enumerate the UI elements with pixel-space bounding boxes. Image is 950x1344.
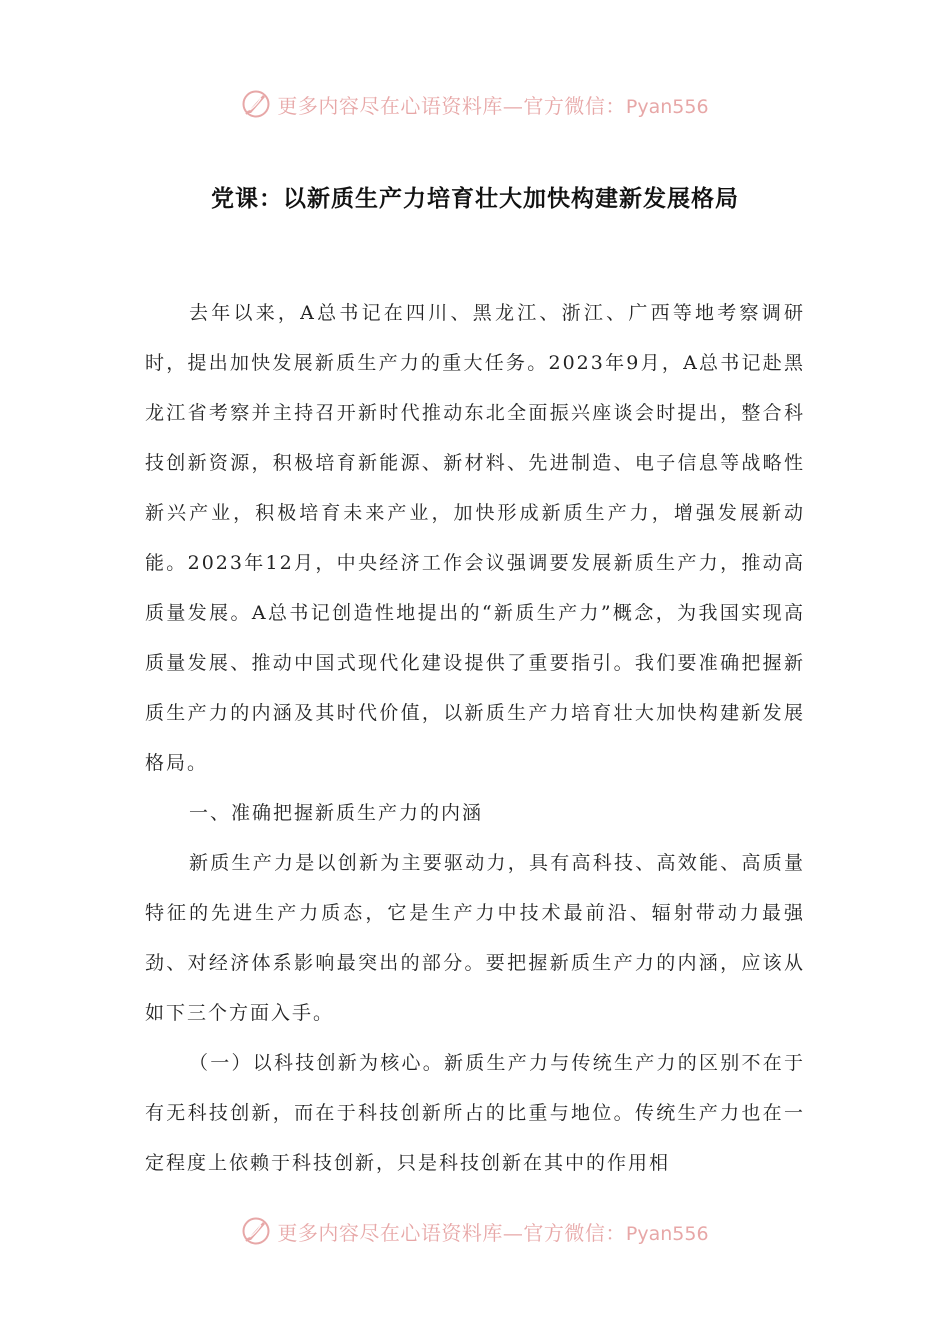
quill-pen-logo-icon [241, 1216, 271, 1246]
paragraph-definition: 新质生产力是以创新为主要驱动力，具有高科技、高效能、高质量特征的先进生产力质态，它是生产力中技术最前沿、辐射带动力最强劲、对经济体系影响最突出的部分。要把握新质生产力的内涵，应该从如下三个方面入手。 [145, 852, 805, 1024]
header-watermark [0, 84, 950, 124]
watermark-text: 更多内容尽在心语资料库—官方微信：Pyan556 [277, 93, 709, 118]
document-title: 党课：以新质生产力培育壮大加快构建新发展格局 [211, 186, 739, 212]
watermark-wechat-id: Pyan556 [625, 95, 709, 118]
document-body [145, 288, 805, 1188]
section-heading-1: 一、准确把握新质生产力的内涵 [189, 802, 484, 824]
watermark-text: 更多内容尽在心语资料库—官方微信：Pyan556 [277, 1220, 709, 1245]
quill-pen-logo-icon [241, 89, 271, 119]
footer-watermark [0, 1211, 950, 1251]
paragraph-intro: 去年以来，A总书记在四川、黑龙江、浙江、广西等地考察调研时，提出加快发展新质生产力的重大任务。2023年9月，A总书记赴黑龙江省考察并主持召开新时代推动东北全面振兴座谈会时提出，整合科技创新资源，积极培育新能源、新材料、先进制造、电子信息等战略性新兴产业，积极培育未来产业，加快形成新质生产力，增强发展新动能。2023年12月，中央经济工作会议强调要发展新质生产力，推动高质量发展。A总书记创造性地提出的“新质生产力”概念，为我国实现高质量发展、推动中国式现代化建设提供了重要指引。我们要准确把握新质生产力的内涵及其时代价值，以新质生产力培育壮大加快构建新发展格局。 [145, 302, 805, 774]
paragraph-subsection-1: （一）以科技创新为核心。新质生产力与传统生产力的区别不在于有无科技创新，而在于科技创新所占的比重与地位。传统生产力也在一定程度上依赖于科技创新，只是科技创新在其中的作用相 [145, 1052, 805, 1174]
watermark-wechat-id: Pyan556 [625, 1222, 709, 1245]
